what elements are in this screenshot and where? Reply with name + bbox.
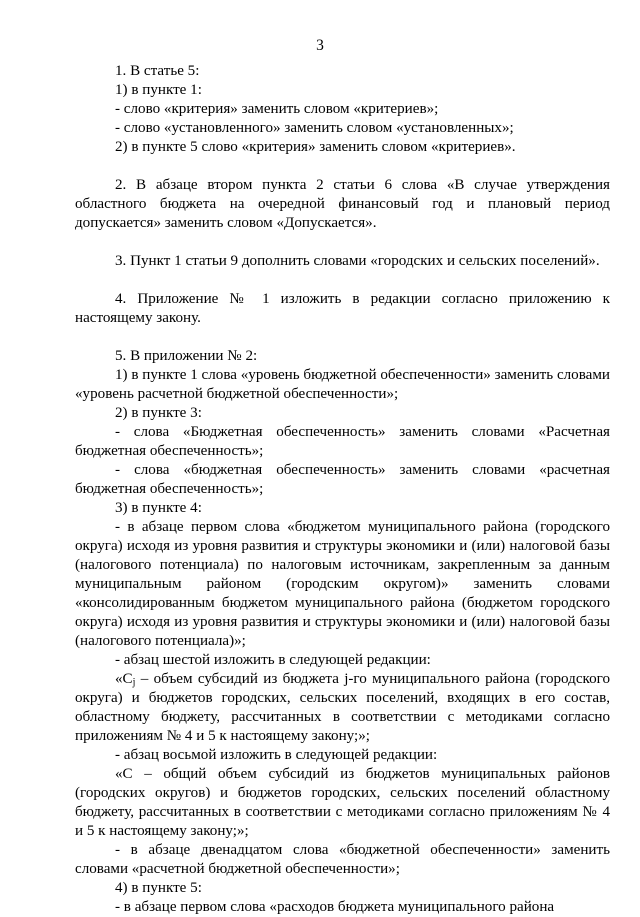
document-body: [75, 62, 610, 917]
paragraph: - в абзаце двенадцатом слова «бюджетной обеспеченности» заменить словами «расчетной бюджетной обеспеченности»;: [75, 842, 610, 877]
formula-symbol: «C: [115, 671, 133, 687]
formula-subscript: j: [132, 677, 136, 688]
paragraph: 3. Пункт 1 статьи 9 дополнить словами «городских и сельских поселений».: [115, 253, 600, 269]
paragraph: 3) в пункте 4:: [115, 500, 202, 516]
paragraph: - абзац шестой изложить в следующей редакции:: [115, 652, 431, 668]
paragraph: «С – общий объем субсидий из бюджетов муниципальных районов (городских округов) и бюджетов городских, сельских поселений областному бюджету, рассчитанных в соответствии с методиками согласно приложениям № 4 и 5 к настоящему закону;»;: [75, 766, 610, 839]
paragraph: - слова «Бюджетная обеспеченность» заменить словами «Расчетная бюджетная обеспеченность»;: [75, 424, 610, 459]
paragraph: 4. Приложение № 1 изложить в редакции согласно приложению к настоящему закону.: [75, 291, 610, 326]
paragraph: - слово «критерия» заменить словом «критериев»;: [115, 101, 439, 117]
paragraph: - слова «бюджетная обеспеченность» заменить словами «расчетная бюджетная обеспеченность»;: [75, 462, 610, 497]
paragraph: - в абзаце первом слова «бюджетом муниципального района (городского округа) исходя из уровня развития и структуры экономики и (или) налоговой базы (налогового потенциала) по налоговым источникам, закрепленным за данным муниципальным районом (городским округом)» заменить словами «консолидированным бюджетом муниципального района (бюджетом городского округа) исходя из уровня развития и структуры экономики и (или) налоговой базы (налогового потенциала)»;: [75, 519, 610, 649]
spacer: [75, 233, 610, 252]
spacer: [75, 328, 610, 347]
paragraph: - в абзаце первом слова «расходов бюджета муниципального района: [115, 899, 555, 915]
paragraph: 1. В статье 5:: [115, 63, 200, 79]
paragraph: 1) в пункте 1:: [115, 82, 202, 98]
paragraph: 1) в пункте 1 слова «уровень бюджетной обеспеченности» заменить словами «уровень расчетной бюджетной обеспеченности»;: [75, 367, 610, 402]
paragraph: 2. В абзаце втором пункта 2 статьи 6 слова «В случае утверждения областного бюджета на очередной финансовый год и плановый период допускается» заменить словом «Допускается».: [75, 177, 610, 231]
spacer: [75, 157, 610, 176]
page-number: 3: [316, 37, 324, 54]
formula-text: – объем субсидий из бюджета j-го муниципального района (городского округа) и бюджетов городских, сельских поселений, входящих в его состав, областному бюджету, рассчитанных в соответствии с методиками согласно приложениям № 4 и 5 к настоящему закону;»;: [75, 671, 610, 744]
paragraph: 2) в пункте 3:: [115, 405, 202, 421]
paragraph: 2) в пункте 5 слово «критерия» заменить словом «критериев».: [115, 139, 516, 155]
formula-paragraph: [75, 670, 610, 746]
paragraph: 4) в пункте 5:: [115, 880, 202, 896]
paragraph: - слово «установленного» заменить словом «установленных»;: [115, 120, 514, 136]
spacer: [75, 271, 610, 290]
paragraph: - абзац восьмой изложить в следующей редакции:: [115, 747, 438, 763]
paragraph: 5. В приложении № 2:: [115, 348, 258, 364]
